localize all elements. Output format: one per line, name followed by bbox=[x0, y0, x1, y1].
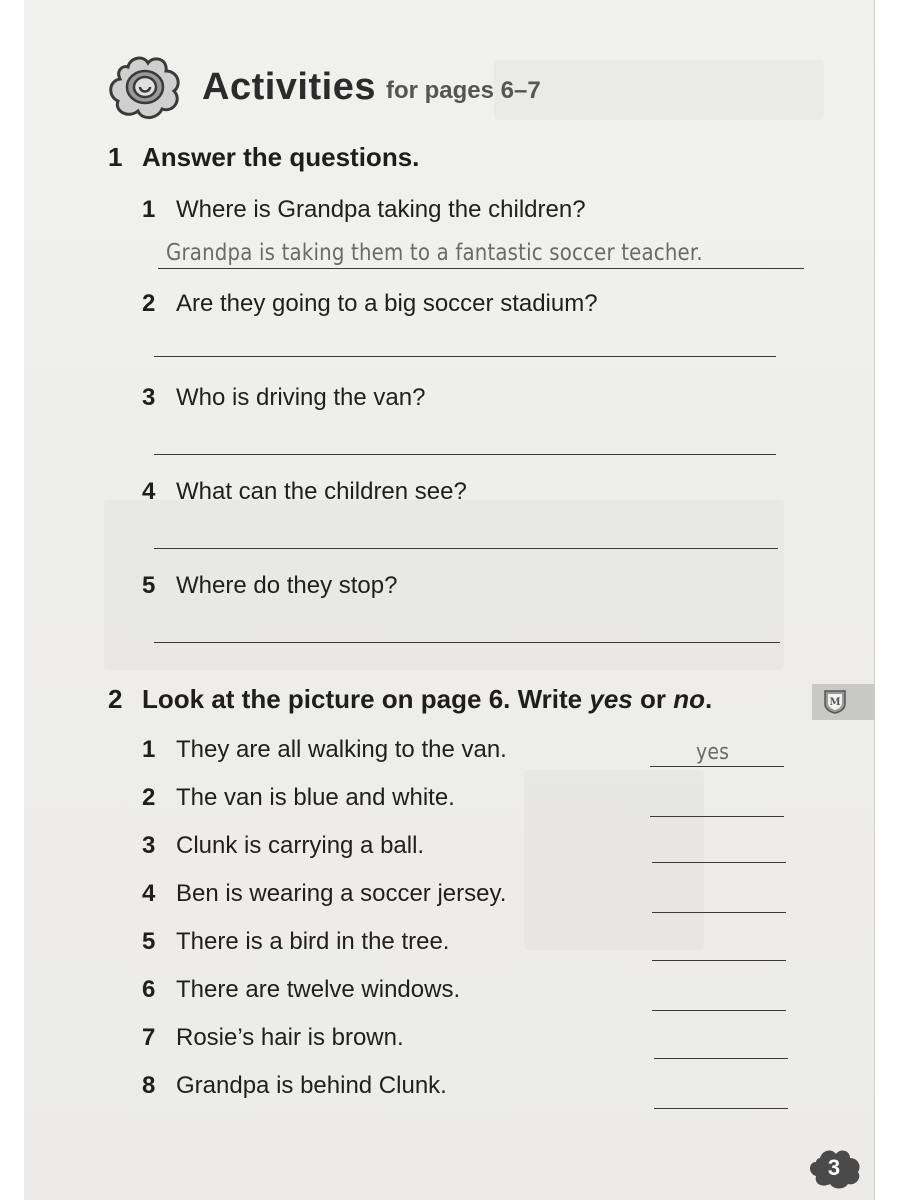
answer-line[interactable] bbox=[154, 454, 776, 455]
statement-8 bbox=[142, 1072, 447, 1100]
statement-number: 7 bbox=[142, 1024, 156, 1051]
statement-text: Clunk is carrying a ball. bbox=[176, 832, 425, 859]
answer-line[interactable] bbox=[154, 642, 780, 643]
statement-number: 6 bbox=[142, 976, 156, 1003]
question-number: 4 bbox=[142, 478, 156, 505]
answer-line[interactable] bbox=[154, 356, 776, 357]
statement-text: The van is blue and white. bbox=[176, 784, 455, 811]
statement-text: There is a bird in the tree. bbox=[176, 928, 450, 955]
question-number: 1 bbox=[142, 196, 156, 223]
statement-text: Rosie’s hair is brown. bbox=[176, 1024, 404, 1051]
question-number: 3 bbox=[142, 384, 156, 411]
page-title: Activities bbox=[202, 65, 376, 108]
statement-4 bbox=[142, 880, 506, 908]
question-text: Who is driving the van? bbox=[176, 384, 426, 411]
statement-7 bbox=[142, 1024, 404, 1052]
statement-5 bbox=[142, 928, 449, 956]
shield-m-icon bbox=[824, 690, 846, 714]
section-number: 2 bbox=[108, 684, 123, 714]
yes-no-line[interactable] bbox=[650, 816, 784, 817]
statement-6 bbox=[142, 976, 460, 1004]
side-tab bbox=[812, 684, 874, 720]
question-3 bbox=[142, 384, 425, 412]
question-number: 5 bbox=[142, 572, 156, 599]
statement-number: 2 bbox=[142, 784, 156, 811]
question-1 bbox=[142, 196, 586, 224]
section-2-heading bbox=[108, 684, 712, 715]
question-text: What can the children see? bbox=[176, 478, 467, 505]
yes-no-line[interactable] bbox=[652, 862, 786, 863]
question-5 bbox=[142, 572, 397, 600]
statement-text: Ben is wearing a soccer jersey. bbox=[176, 880, 507, 907]
answer-line[interactable] bbox=[154, 548, 778, 549]
bleed-through bbox=[524, 770, 704, 950]
page-subtitle: for pages 6–7 bbox=[385, 77, 541, 104]
yes-no-line[interactable] bbox=[652, 912, 786, 913]
answer-line[interactable] bbox=[158, 268, 804, 269]
statement-number: 5 bbox=[142, 928, 156, 955]
svg-text:M: M bbox=[829, 697, 841, 708]
statement-text: There are twelve windows. bbox=[176, 976, 461, 1003]
section-number: 1 bbox=[108, 142, 123, 172]
yes-no-line[interactable] bbox=[650, 766, 784, 767]
section-1-heading bbox=[108, 142, 419, 173]
question-2 bbox=[142, 290, 598, 318]
statement-number: 4 bbox=[142, 880, 156, 907]
spiral-cloud-icon bbox=[108, 53, 182, 121]
section-instruction: Answer the questions. bbox=[142, 142, 420, 172]
yes-no-line[interactable] bbox=[652, 960, 786, 961]
answer-text[interactable]: yes bbox=[696, 740, 730, 765]
statement-number: 1 bbox=[142, 736, 156, 763]
page-number: 3 bbox=[827, 1155, 841, 1180]
statement-2 bbox=[142, 784, 455, 812]
yes-no-line[interactable] bbox=[652, 1010, 786, 1011]
question-text: Are they going to a big soccer stadium? bbox=[176, 290, 598, 317]
workbook-page bbox=[24, 0, 875, 1200]
section-instruction: Look at the picture on page 6. Write yes or no. bbox=[142, 684, 713, 714]
yes-no-line[interactable] bbox=[654, 1058, 788, 1059]
statement-text: Grandpa is behind Clunk. bbox=[176, 1072, 447, 1099]
yes-no-line[interactable] bbox=[654, 1108, 788, 1109]
statement-1 bbox=[142, 736, 507, 764]
page-number-badge bbox=[806, 1146, 862, 1190]
statement-3 bbox=[142, 832, 424, 860]
bleed-through bbox=[494, 60, 824, 120]
question-text: Where do they stop? bbox=[176, 572, 398, 599]
answer-text[interactable]: Grandpa is taking them to a fantastic soccer teacher. bbox=[166, 240, 703, 266]
statement-number: 8 bbox=[142, 1072, 156, 1099]
question-4 bbox=[142, 478, 467, 506]
question-number: 2 bbox=[142, 290, 156, 317]
statement-number: 3 bbox=[142, 832, 156, 859]
question-text: Where is Grandpa taking the children? bbox=[176, 196, 586, 223]
statement-text: They are all walking to the van. bbox=[176, 736, 507, 763]
activities-header bbox=[108, 52, 541, 122]
